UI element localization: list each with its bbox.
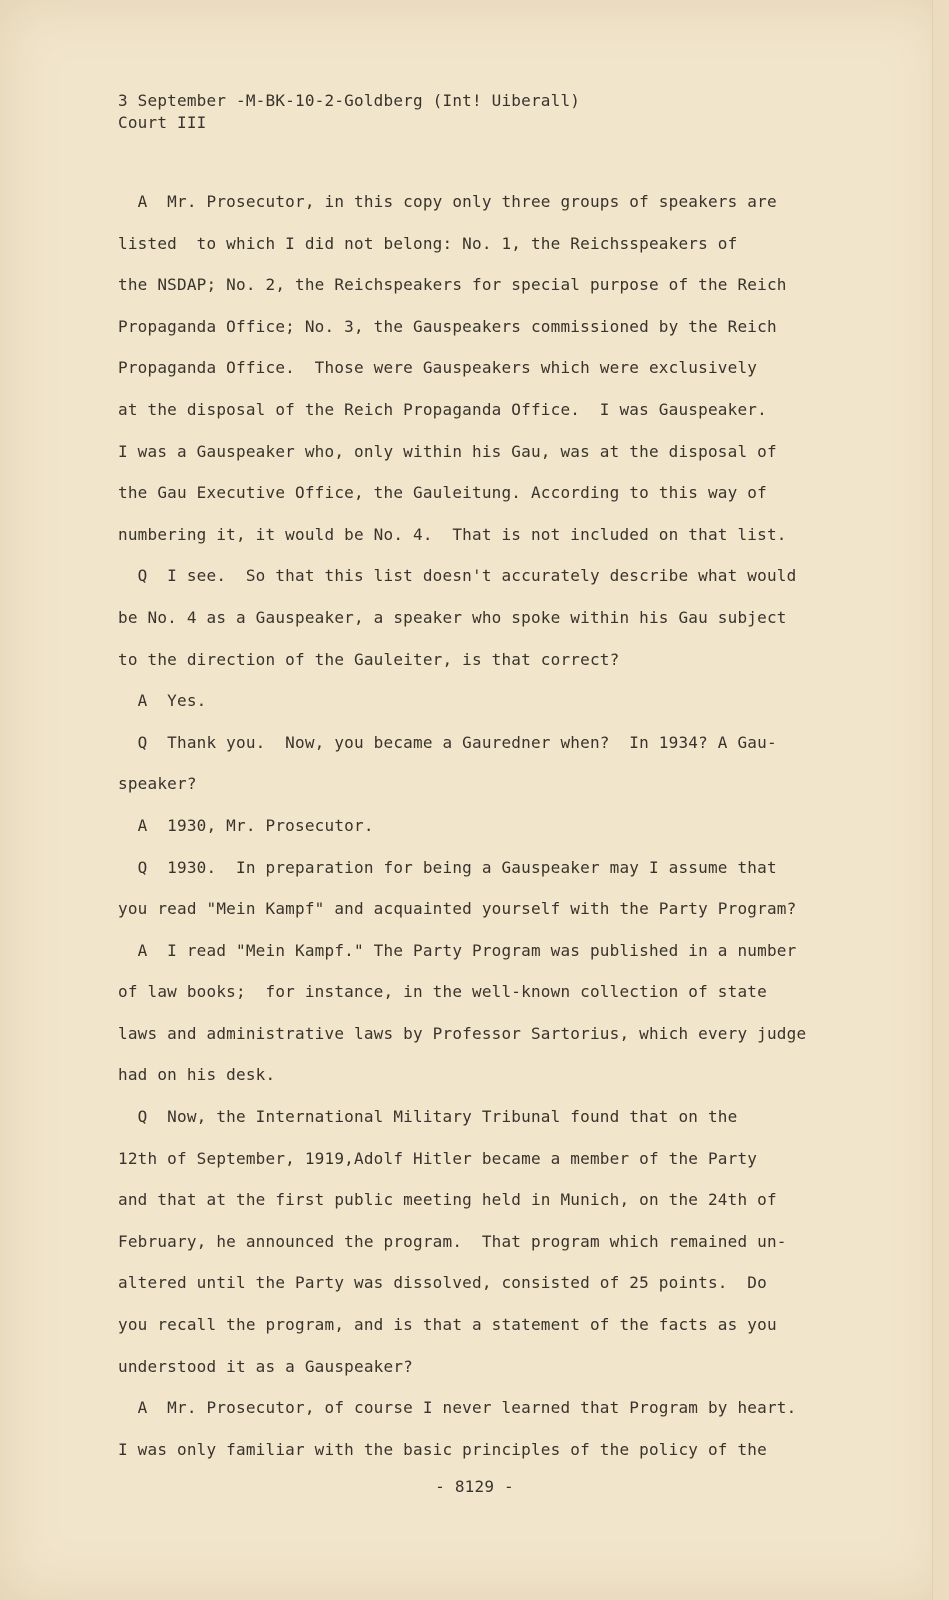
- transcript-line: numbering it, it would be No. 4. That is not included on that list.: [118, 524, 787, 544]
- document-header: [118, 90, 838, 134]
- transcript-line: be No. 4 as a Gauspeaker, a speaker who spoke within his Gau subject: [118, 607, 787, 627]
- transcript-line: February, he announced the program. That program which remained un-: [118, 1231, 787, 1251]
- transcript-line: A Mr. Prosecutor, in this copy only three groups of speakers are: [118, 192, 777, 211]
- transcript-line: speaker?: [118, 774, 197, 794]
- transcript-line: Q I see. So that this list doesn't accurately describe what would: [118, 566, 797, 586]
- page-number: - 8129 -: [435, 1477, 514, 1496]
- transcript-line: Q 1930. In preparation for being a Gauspeaker may I assume that: [118, 857, 777, 877]
- transcript-line: I was only familiar with the basic principles of the policy of the: [118, 1439, 767, 1459]
- transcript-line: had on his desk.: [118, 1065, 276, 1085]
- transcript-line: A Yes.: [118, 691, 207, 711]
- transcript-line: the Gau Executive Office, the Gauleitung. According to this way of: [118, 483, 767, 503]
- header-line: 3 September -M-BK-10-2-Goldberg (Int! Uiberall): [118, 91, 581, 110]
- header-line: Court III: [118, 113, 207, 132]
- transcript-line: and that at the first public meeting held in Munich, on the 24th of: [118, 1190, 777, 1210]
- transcript-line: you read "Mein Kampf" and acquainted yourself with the Party Program?: [118, 899, 797, 919]
- transcript-line: I was a Gauspeaker who, only within his Gau, was at the disposal of: [118, 441, 777, 461]
- transcript-line: listed to which I did not belong: No. 1, the Reichsspeakers of: [118, 233, 738, 253]
- transcript-line: Propaganda Office; No. 3, the Gauspeakers commissioned by the Reich: [118, 316, 777, 336]
- transcript-line: A Mr. Prosecutor, of course I never learned that Program by heart.: [118, 1398, 797, 1418]
- transcript-line: at the disposal of the Reich Propaganda Office. I was Gauspeaker.: [118, 399, 767, 419]
- transcript-line: to the direction of the Gauleiter, is that correct?: [118, 649, 620, 669]
- transcript-line: Q Thank you. Now, you became a Gauredner when? In 1934? A Gau-: [118, 732, 777, 752]
- transcript-body: [118, 191, 838, 1480]
- transcript-line: altered until the Party was dissolved, consisted of 25 points. Do: [118, 1273, 767, 1293]
- transcript-line: of law books; for instance, in the well-known collection of state: [118, 982, 767, 1002]
- transcript-line: 12th of September, 1919,Adolf Hitler became a member of the Party: [118, 1148, 758, 1168]
- page-edge: [932, 0, 949, 1600]
- transcript-line: Q Now, the International Military Tribunal found that on the: [118, 1107, 738, 1127]
- transcript-line: you recall the program, and is that a statement of the facts as you: [118, 1315, 777, 1335]
- transcript-line: laws and administrative laws by Professor Sartorius, which every judge: [118, 1023, 807, 1043]
- transcript-line: A I read "Mein Kampf." The Party Program was published in a number: [118, 940, 797, 960]
- transcript-line: understood it as a Gauspeaker?: [118, 1356, 413, 1376]
- transcript-line: A 1930, Mr. Prosecutor.: [118, 815, 374, 835]
- transcript-line: the NSDAP; No. 2, the Reichspeakers for special purpose of the Reich: [118, 275, 787, 295]
- transcript-line: Propaganda Office. Those were Gauspeakers which were exclusively: [118, 358, 758, 378]
